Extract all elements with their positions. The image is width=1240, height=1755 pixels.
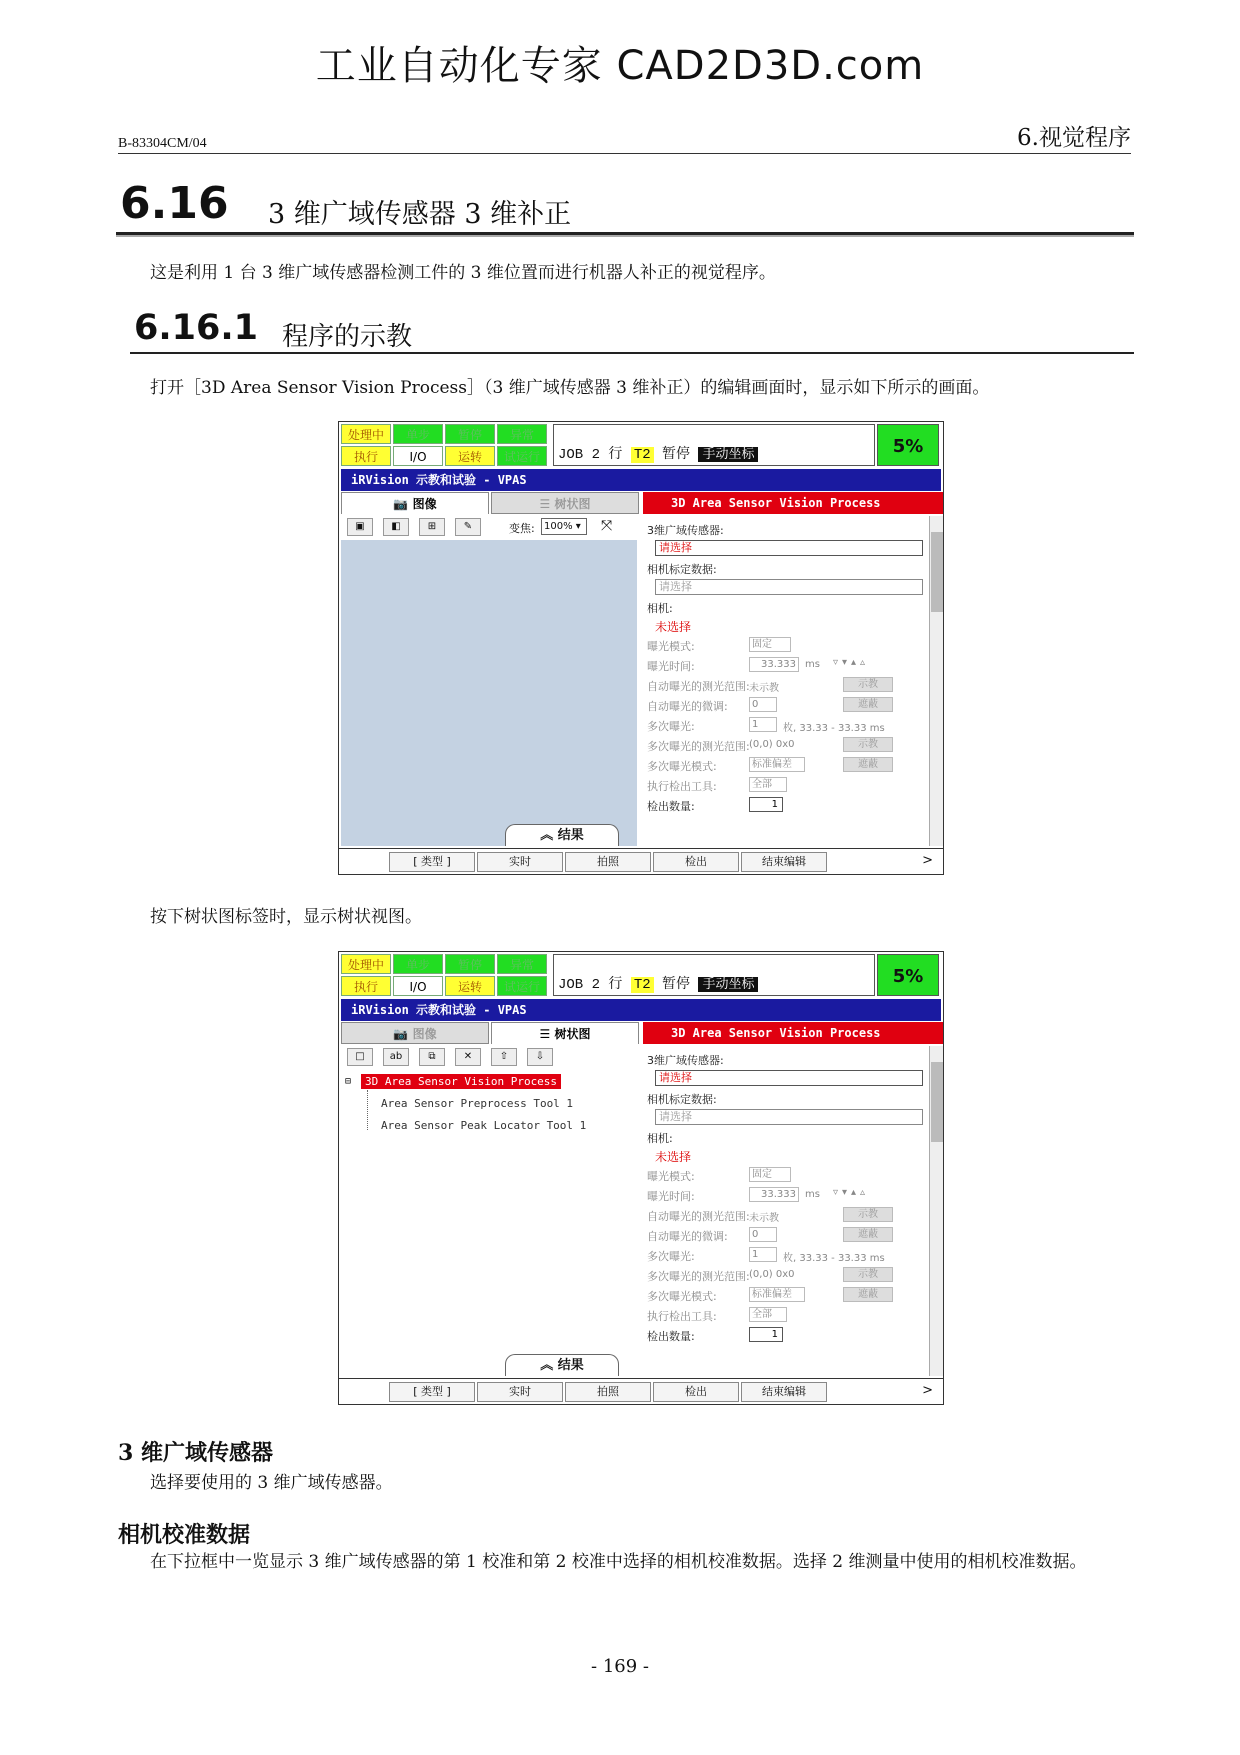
left-tabs	[341, 492, 641, 514]
count-input[interactable]: 1	[749, 797, 783, 812]
subsection-title: 程序的示教	[282, 322, 413, 352]
pen-icon[interactable]: ✎	[455, 518, 481, 536]
next-page-icon[interactable]: >	[922, 853, 933, 868]
screenshot-tree-view	[338, 951, 944, 1405]
fit-view-icon[interactable]: ⤧	[601, 518, 613, 534]
status-step: 单步	[393, 954, 443, 974]
results-tab[interactable]: ︽ 结果	[505, 824, 619, 846]
scroll-thumb[interactable]	[931, 532, 943, 612]
open-image-icon[interactable]: ▣	[347, 518, 373, 536]
sensor-select[interactable]: 请选择	[655, 1070, 923, 1086]
run-tool-label: 执行检出工具:	[647, 780, 717, 793]
job-state: 暂停	[662, 977, 691, 993]
status-fault: 异常	[497, 954, 547, 974]
copy-icon[interactable]: ⧉	[419, 1048, 445, 1066]
chapter-title: 6.视觉程序	[1017, 125, 1131, 151]
multi-range: 枚, 33.33 - 33.33 ms	[783, 723, 885, 734]
job-line	[558, 443, 758, 463]
process-title-bar: 3D Area Sensor Vision Process	[643, 492, 943, 514]
tree-node-preprocess[interactable]: Area Sensor Preprocess Tool 1	[381, 1097, 574, 1110]
auto-adj-label: 自动曝光的微调:	[647, 1230, 728, 1243]
camera-value: 未选择	[655, 1150, 692, 1164]
fkey-end-edit[interactable]: 结束编辑	[741, 852, 827, 872]
form-scrollbar[interactable]	[929, 1046, 943, 1376]
auto-range-label: 自动曝光的测光范围:	[647, 1210, 750, 1223]
section-number: 6.16	[120, 178, 229, 229]
fkey-type[interactable]: [ 类型 ]	[389, 1382, 475, 1402]
exp-mode-select[interactable]: 固定	[749, 1167, 791, 1182]
status-panel	[341, 954, 551, 996]
right-pane	[643, 492, 943, 848]
multi-area-value: (0,0) 0x0	[749, 1269, 795, 1280]
fkey-find[interactable]: 检出	[653, 1382, 739, 1402]
delete-icon[interactable]: ✕	[455, 1048, 481, 1066]
next-page-icon[interactable]: >	[922, 1383, 933, 1398]
multi-teach-button[interactable]: 示教	[843, 737, 893, 752]
status-io: I/O	[393, 446, 443, 466]
left-tabs	[341, 1022, 641, 1044]
auto-range-label: 自动曝光的测光范围:	[647, 680, 750, 693]
tree-icon: ☰	[539, 1027, 551, 1041]
page-header	[118, 122, 1131, 154]
doc-code: B-83304CM/04	[118, 136, 207, 151]
heading-3d-sensor: 3 维广域传感器	[118, 1440, 273, 1466]
auto-range-value: 未示教	[749, 1213, 779, 1224]
tree-view	[341, 1070, 637, 1376]
scroll-thumb[interactable]	[931, 1062, 943, 1142]
tab-image[interactable]	[341, 492, 489, 514]
left-pane	[341, 1022, 641, 1378]
job-state: 暂停	[662, 447, 691, 463]
function-key-bar	[339, 1378, 943, 1404]
multi-mode-label: 多次曝光模式:	[647, 760, 717, 773]
fkey-find[interactable]: 检出	[653, 852, 739, 872]
move-down-icon[interactable]: ⇩	[527, 1048, 553, 1066]
status-run: 执行	[341, 976, 391, 996]
zoom-label: 变焦:	[509, 522, 535, 535]
results-tab-label: 结果	[557, 1358, 584, 1373]
status-prod: 运转	[445, 446, 495, 466]
image-display[interactable]	[341, 540, 637, 846]
mask-button[interactable]: 遮蔽	[843, 697, 893, 712]
job-status-bar	[553, 424, 875, 466]
status-step: 单步	[393, 424, 443, 444]
auto-adj-select[interactable]: 0	[749, 1227, 777, 1242]
camera-label: 相机:	[647, 602, 673, 615]
status-busy: 处理中	[341, 954, 391, 974]
function-key-bar	[339, 848, 943, 874]
form-scrollbar[interactable]	[929, 516, 943, 846]
camera-label: 相机:	[647, 1132, 673, 1145]
status-test: 试运行	[497, 976, 547, 996]
open-editor-paragraph: 打开［3D Area Sensor Vision Process］（3 维广域传感器 3 维补正）的编辑画面时，显示如下所示的画面。	[150, 378, 990, 398]
status-run: 执行	[341, 446, 391, 466]
exp-mode-label: 曝光模式:	[647, 640, 695, 653]
grid-icon[interactable]: ⊞	[419, 518, 445, 536]
tree-node-root[interactable]: 3D Area Sensor Vision Process	[361, 1074, 561, 1089]
status-panel	[341, 424, 551, 466]
multi-area-label: 多次曝光的测光范围:	[647, 740, 750, 753]
mode-badge: T2	[631, 977, 654, 993]
status-io: I/O	[393, 976, 443, 996]
sensor-label: 3维广域传感器:	[647, 524, 724, 537]
status-busy: 处理中	[341, 424, 391, 444]
exp-time-steppers[interactable]: ▿▾▴▵	[833, 1187, 870, 1198]
tab-image-label: 图像	[412, 1027, 437, 1041]
fkey-end-edit[interactable]: 结束编辑	[741, 1382, 827, 1402]
tree-icon: ☰	[539, 497, 551, 511]
process-form	[643, 516, 927, 846]
multi-select[interactable]: 1	[749, 717, 777, 732]
left-pane	[341, 492, 641, 848]
multi-range: 枚, 33.33 - 33.33 ms	[783, 1253, 885, 1264]
multi-select[interactable]: 1	[749, 1247, 777, 1262]
heading-calib-data: 相机校准数据	[118, 1522, 251, 1548]
multi-area-value: (0,0) 0x0	[749, 739, 795, 750]
intro-paragraph: 这是利用 1 台 3 维广域传感器检测工件的 3 维位置而进行机器人补正的视觉程序。	[150, 263, 776, 283]
auto-adj-select[interactable]: 0	[749, 697, 777, 712]
tab-image-label: 图像	[412, 497, 437, 511]
subsection-number: 6.16.1	[134, 308, 259, 348]
results-tab[interactable]: ︽ 结果	[505, 1354, 619, 1376]
multi-mask-button[interactable]: 遮蔽	[843, 1287, 893, 1302]
fkey-snap[interactable]: 拍照	[565, 852, 651, 872]
tab-image[interactable]	[341, 1022, 489, 1044]
zoom-value: 100%	[544, 521, 573, 532]
rename-icon[interactable]: ab	[383, 1048, 409, 1066]
collapse-icon[interactable]: ⊟	[345, 1076, 352, 1087]
multi-mode-select[interactable]: 标准偏差	[749, 1287, 805, 1302]
exp-time-input[interactable]: 33.333	[749, 657, 799, 672]
mode-badge: T2	[631, 447, 654, 463]
section-title: 3 维广域传感器 3 维补正	[268, 199, 572, 230]
calib-label: 相机标定数据:	[647, 563, 717, 576]
exp-mode-label: 曝光模式:	[647, 1170, 695, 1183]
tab-tree[interactable]	[491, 1022, 639, 1044]
job-line	[558, 973, 758, 993]
tree-view-paragraph: 按下树状图标签时，显示树状视图。	[150, 907, 422, 927]
status-fault: 异常	[497, 424, 547, 444]
exp-time-steppers[interactable]: ▿▾▴▵	[833, 657, 870, 668]
mask-button[interactable]: 遮蔽	[843, 1227, 893, 1242]
new-tool-icon[interactable]: □	[347, 1048, 373, 1066]
override-percent[interactable]: 5%	[877, 954, 939, 996]
zoom-select[interactable]: 100% ▾	[541, 518, 587, 535]
coord-badge: 手动坐标	[698, 977, 758, 992]
multi-mode-label: 多次曝光模式:	[647, 1290, 717, 1303]
status-test: 试运行	[497, 446, 547, 466]
exp-mode-select[interactable]: 固定	[749, 637, 791, 652]
fkey-live[interactable]: 实时	[477, 852, 563, 872]
process-form	[643, 1046, 927, 1376]
calib-label: 相机标定数据:	[647, 1093, 717, 1106]
count-label: 检出数量:	[647, 1330, 695, 1343]
exp-time-input[interactable]: 33.333	[749, 1187, 799, 1202]
auto-range-value: 未示教	[749, 683, 779, 694]
section-rule	[116, 232, 1134, 237]
camera-icon: 📷	[393, 1027, 409, 1041]
image-toolbar	[341, 516, 641, 538]
run-tool-select[interactable]: 全部	[749, 777, 787, 792]
coord-badge: 手动坐标	[698, 447, 758, 462]
multi-mode-select[interactable]: 标准偏差	[749, 757, 805, 772]
teach-button[interactable]: 示教	[843, 677, 893, 692]
teach-button[interactable]: 示教	[843, 1207, 893, 1222]
run-tool-label: 执行检出工具:	[647, 1310, 717, 1323]
multi-label: 多次曝光:	[647, 1250, 695, 1263]
tree-toolbar	[341, 1046, 641, 1068]
calib-select[interactable]: 请选择	[655, 579, 923, 595]
tab-tree[interactable]	[491, 492, 639, 514]
tree-connector	[367, 1090, 368, 1130]
calib-paragraph: 在下拉框中一览显示 3 维广域传感器的第 1 校准和第 2 校准中选择的相机校准数据。选择 2 维测量中使用的相机校准数据。	[150, 1552, 1087, 1572]
process-title-bar: 3D Area Sensor Vision Process	[643, 1022, 943, 1044]
status-hold: 暂停	[445, 424, 495, 444]
sensor-select[interactable]: 请选择	[655, 540, 923, 556]
right-pane	[643, 1022, 943, 1378]
exp-time-label: 曝光时间:	[647, 1190, 695, 1203]
tab-tree-label: 树状图	[554, 1027, 591, 1041]
screenshot-image-view	[338, 421, 944, 875]
multi-mask-button[interactable]: 遮蔽	[843, 757, 893, 772]
watermark-banner: 工业自动化专家 CAD2D3D.com	[315, 43, 925, 89]
exp-time-label: 曝光时间:	[647, 660, 695, 673]
auto-adj-label: 自动曝光的微调:	[647, 700, 728, 713]
camera-value: 未选择	[655, 620, 692, 634]
sensor-label: 3维广域传感器:	[647, 1054, 724, 1067]
camera-icon: 📷	[393, 497, 409, 511]
job-prefix: JOB 2 行	[558, 447, 623, 463]
sensor-paragraph: 选择要使用的 3 维广域传感器。	[150, 1473, 393, 1493]
fkey-live[interactable]: 实时	[477, 1382, 563, 1402]
run-tool-select[interactable]: 全部	[749, 1307, 787, 1322]
page-number: - 169 -	[591, 1656, 649, 1677]
tab-tree-label: 树状图	[554, 497, 591, 511]
status-hold: 暂停	[445, 954, 495, 974]
count-label: 检出数量:	[647, 800, 695, 813]
exp-time-unit: ms	[805, 1189, 820, 1200]
override-percent[interactable]: 5%	[877, 424, 939, 466]
count-input[interactable]: 1	[749, 1327, 783, 1342]
multi-area-label: 多次曝光的测光范围:	[647, 1270, 750, 1283]
results-tab-label: 结果	[557, 828, 584, 843]
job-status-bar	[553, 954, 875, 996]
fkey-type[interactable]: [ 类型 ]	[389, 852, 475, 872]
job-prefix: JOB 2 行	[558, 977, 623, 993]
move-up-icon[interactable]: ⇧	[491, 1048, 517, 1066]
tree-node-peak-locator[interactable]: Area Sensor Peak Locator Tool 1	[381, 1119, 587, 1132]
multi-label: 多次曝光:	[647, 720, 695, 733]
save-image-icon[interactable]: ◧	[383, 518, 409, 536]
fkey-snap[interactable]: 拍照	[565, 1382, 651, 1402]
multi-teach-button[interactable]: 示教	[843, 1267, 893, 1282]
subsection-rule	[130, 352, 1134, 354]
window-title: iRVision 示教和试验 - VPAS	[341, 999, 941, 1021]
window-title: iRVision 示教和试验 - VPAS	[341, 469, 941, 491]
calib-select[interactable]: 请选择	[655, 1109, 923, 1125]
exp-time-unit: ms	[805, 659, 820, 670]
status-prod: 运转	[445, 976, 495, 996]
